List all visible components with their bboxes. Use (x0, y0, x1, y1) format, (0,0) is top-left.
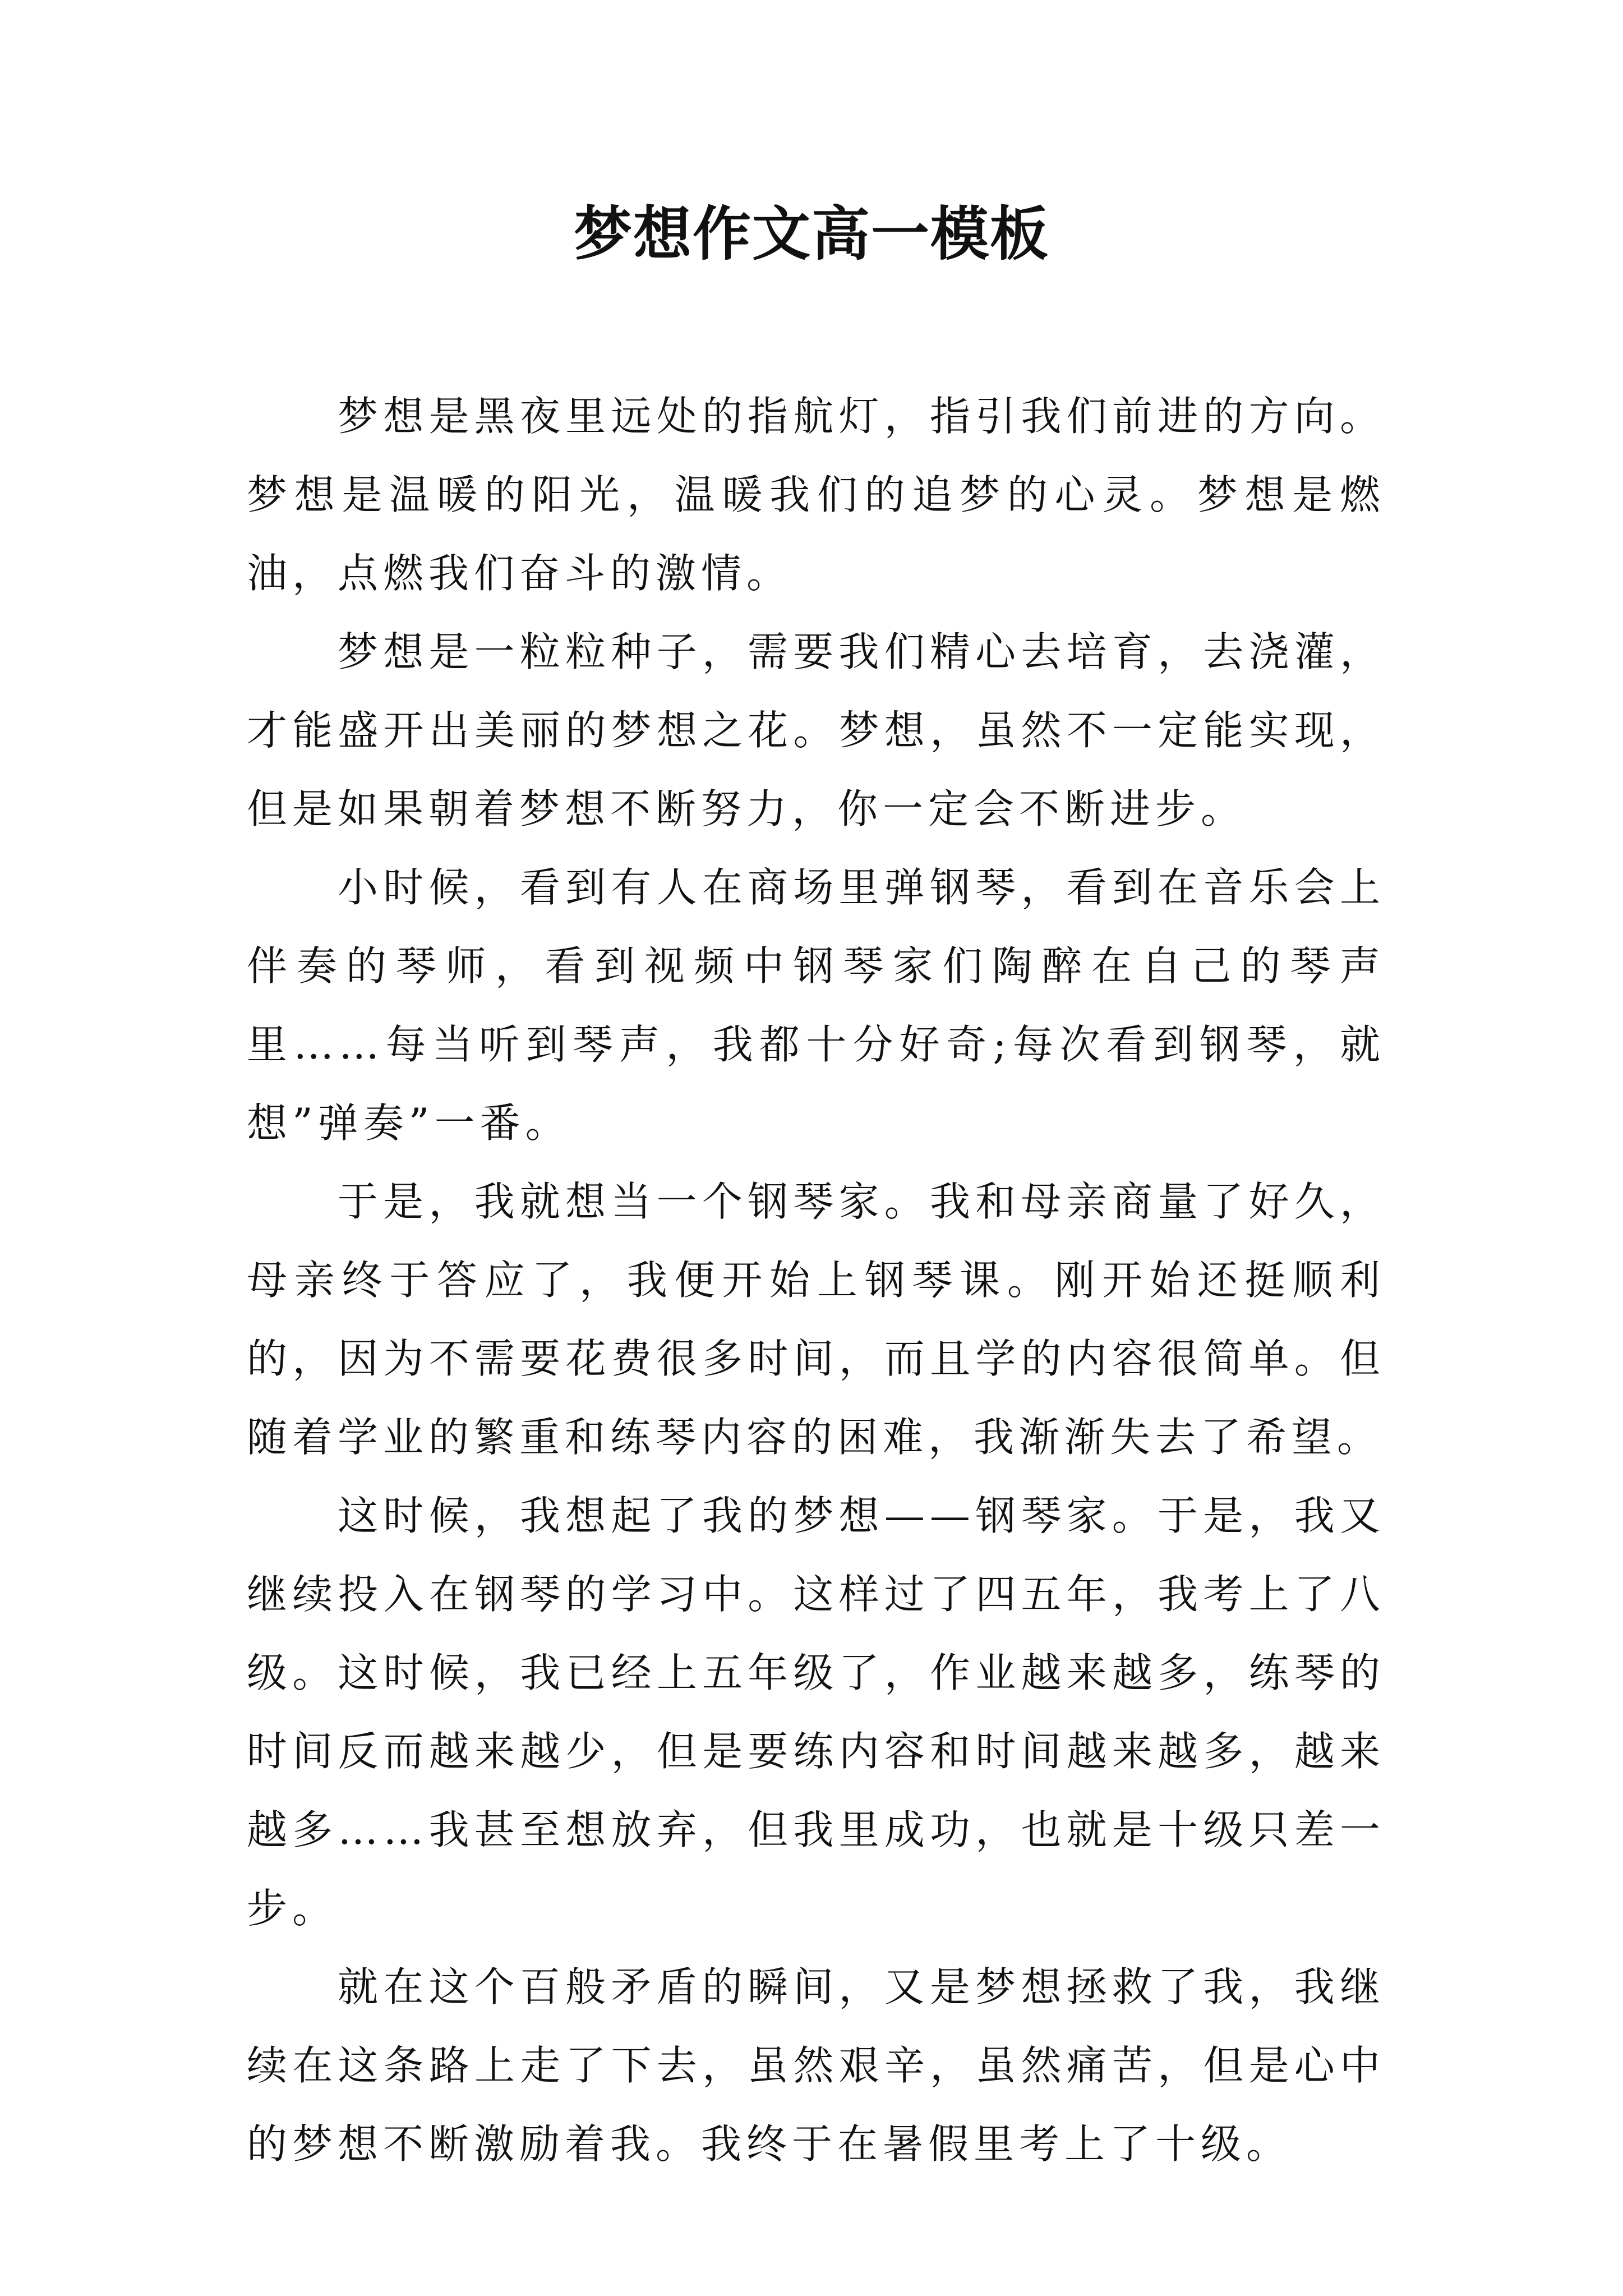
paragraph: 于是，我就想当一个钢琴家。我和母亲商量了好久，母亲终于答应了，我便开始上钢琴课。刚开始还挺顺利的，因为不需要花费很多时间，而且学的内容很简单。但随着学业的繁重和练琴内容的困难，我渐渐失去了希望。 (247, 1178, 1385, 1461)
paragraph: 小时候，看到有人在商场里弹钢琴，看到在音乐会上伴奏的琴师，看到视频中钢琴家们陶醉在自己的琴声里……每当听到琴声，我都十分好奇;每次看到钢琴，就想”弹奏”一番。 (247, 864, 1385, 1147)
paragraph: 就在这个百般矛盾的瞬间，又是梦想拯救了我，我继续在这条路上走了下去，虽然艰辛，虽然痛苦，但是心中的梦想不断激励着我。我终于在暑假里考上了十级。 (247, 1963, 1385, 2168)
document-title: 梦想作文高一模板 (573, 199, 1049, 268)
paragraph: 梦想是一粒粒种子，需要我们精心去培育，去浇灌，才能盛开出美丽的梦想之花。梦想，虽然不一定能实现，但是如果朝着梦想不断努力，你一定会不断进步。 (247, 628, 1385, 832)
paragraph: 这时候，我想起了我的梦想——钢琴家。于是，我又继续投入在钢琴的学习中。这样过了四五年，我考上了八级。这时候，我已经上五年级了，作业越来越多，练琴的时间反而越来越少，但是要练内容和时间越来越多，越来越多……我甚至想放弃，但我里成功，也就是十级只差一步。 (247, 1492, 1385, 1932)
paragraph: 梦想是黑夜里远处的指航灯，指引我们前进的方向。梦想是温暖的阳光，温暖我们的追梦的心灵。梦想是燃油，点燃我们奋斗的激情。 (247, 393, 1385, 597)
document-body (247, 377, 1385, 2183)
